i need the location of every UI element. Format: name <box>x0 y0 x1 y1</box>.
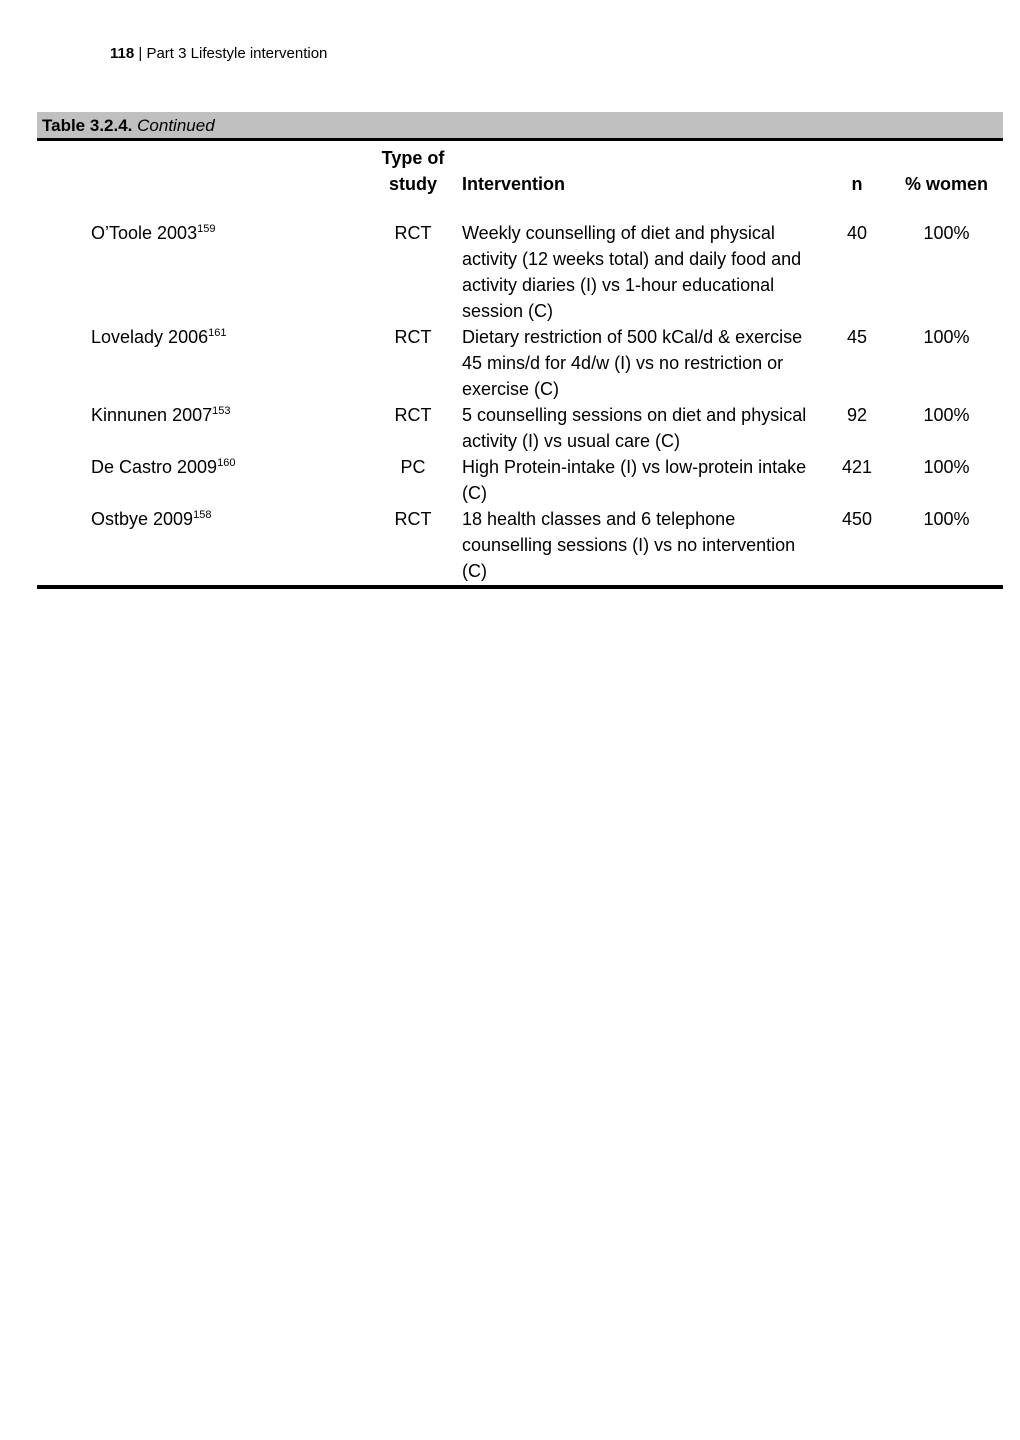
page-header <box>110 44 327 64</box>
cell-intervention: 5 counselling sessions on diet and physical activity (I) vs usual care (C) <box>462 405 807 451</box>
cell-study <box>37 324 370 402</box>
cell-women: 100% <box>923 223 970 243</box>
cell-n: 92 <box>846 405 868 425</box>
section-title: Part 3 Lifestyle intervention <box>146 45 328 62</box>
study-name: O’Toole 2003 <box>91 223 198 243</box>
header-type-line1: Type of <box>381 148 445 168</box>
cell-n: 40 <box>846 223 868 243</box>
header-type-line2: study <box>388 174 437 194</box>
cell-type: RCT <box>394 223 432 243</box>
cell-n: 450 <box>841 509 873 529</box>
study-name: Lovelady 2006 <box>91 327 209 347</box>
cell-women: 100% <box>923 457 970 477</box>
cell-type: RCT <box>394 509 432 529</box>
reference-number: 159 <box>197 223 216 235</box>
cell-study <box>37 454 370 506</box>
table-body <box>37 141 1003 585</box>
cell-study <box>37 506 370 585</box>
reference-number: 161 <box>208 327 227 339</box>
cell-study <box>37 197 370 324</box>
cell-intervention: High Protein-intake (I) vs low-protein intake (C) <box>462 457 807 503</box>
reference-number: 153 <box>212 405 231 417</box>
table-caption <box>37 112 1003 141</box>
table-row <box>37 402 1003 454</box>
cell-intervention: Dietary restriction of 500 kCal/d & exercise 45 mins/d for 4d/w (I) vs no restriction or exercise (C) <box>462 327 803 399</box>
study-name: Kinnunen 2007 <box>91 405 213 425</box>
table-row <box>37 454 1003 506</box>
table-row <box>37 506 1003 585</box>
table-header-row <box>37 141 1003 197</box>
cell-type: RCT <box>394 405 432 425</box>
cell-women: 100% <box>923 405 970 425</box>
cell-intervention: 18 health classes and 6 telephone counselling sessions (I) vs no intervention (C) <box>462 509 796 581</box>
reference-number: 158 <box>193 509 212 521</box>
table-row <box>37 197 1003 324</box>
cell-women: 100% <box>923 327 970 347</box>
cell-intervention: Weekly counselling of diet and physical activity (12 weeks total) and daily food and activity diaries (I) vs 1-hour educational session (C) <box>462 223 802 321</box>
reference-number: 160 <box>217 457 236 469</box>
table-caption-label: Table 3.2.4. <box>42 116 133 135</box>
header-separator: | <box>138 45 143 62</box>
table-row <box>37 324 1003 402</box>
cell-women: 100% <box>923 509 970 529</box>
table-caption-note: Continued <box>137 116 215 135</box>
study-name: Ostbye 2009 <box>91 509 194 529</box>
header-type-of-study <box>370 141 456 197</box>
page-number: 118 <box>110 45 135 62</box>
cell-n: 421 <box>841 457 873 477</box>
header-study <box>37 141 370 197</box>
cell-type: RCT <box>394 327 432 347</box>
cell-study <box>37 402 370 454</box>
cell-n: 45 <box>846 327 868 347</box>
table-bottom-rule <box>37 585 1003 589</box>
header-percent-women: % women <box>904 174 988 194</box>
cell-type: PC <box>400 457 426 477</box>
header-intervention: Intervention <box>462 174 566 194</box>
study-name: De Castro 2009 <box>91 457 218 477</box>
study-table <box>37 112 1003 589</box>
header-n: n <box>851 174 863 194</box>
